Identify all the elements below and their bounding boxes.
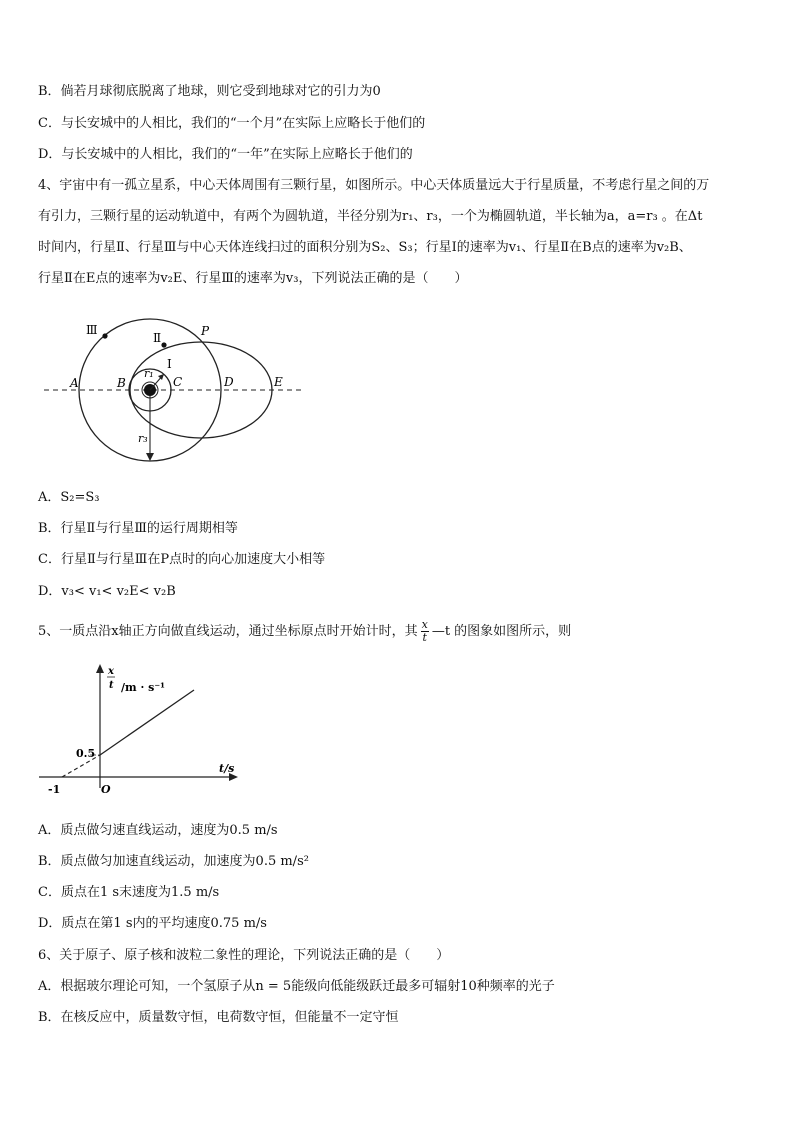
- q5-xt-t-graph: [36, 660, 246, 800]
- q5-fraction: [421, 619, 429, 644]
- label-p: P: [201, 324, 210, 338]
- label-iii: Ⅲ: [86, 323, 98, 337]
- origin-label: O: [101, 783, 111, 796]
- x-intercept-label: -1: [48, 783, 61, 796]
- q4-orbit-figure: [40, 312, 310, 472]
- q6-option-a: A．根据玻尔理论可知，一个氢原子从n = 5能级向低能级跃迁最多可辐射10种频率的光子: [38, 979, 555, 994]
- label-r3: r₃: [138, 432, 148, 445]
- q6-stem: 6、关于原子、原子核和波粒二象性的理论，下列说法正确的是（ ）: [38, 948, 450, 963]
- x-axis-label: t/s: [219, 762, 235, 775]
- q5-stem-post: —t 的图象如图所示，则: [431, 624, 572, 639]
- label-a: A: [70, 376, 79, 390]
- q4-option-a: A．S₂=S₃: [38, 490, 100, 505]
- q3-option-c: C．与长安城中的人相比，我们的“一个月”在实际上应略长于他们的: [38, 116, 426, 131]
- y-intercept-label: 0.5: [76, 747, 96, 760]
- q4-option-d: D．v₃< v₁< v₂E< v₂B: [38, 584, 176, 599]
- y-unit-label: /m · s⁻¹: [121, 681, 165, 694]
- q4-stem-line-4: 行星Ⅱ在E点的速率为v₂E、行星Ⅲ的速率为v₃，下列说法正确的是（ ）: [38, 271, 468, 286]
- q4-stem-line-1: 4、宇宙中有一孤立星系，中心天体周围有三颗行星，如图所示。中心天体质量远大于行星质量，不考虑行星之间的万: [38, 178, 710, 193]
- q4-option-b: B．行星Ⅱ与行星Ⅲ的运行周期相等: [38, 521, 238, 536]
- label-b: B: [117, 376, 126, 390]
- label-d: D: [224, 375, 234, 389]
- q3-option-d: D．与长安城中的人相比，我们的“一年”在实际上应略长于他们的: [38, 147, 413, 162]
- q5-fraction-num: x: [421, 618, 428, 631]
- q5-option-c: C．质点在1 s末速度为1.5 m/s: [38, 885, 220, 900]
- label-r1: r₁: [144, 367, 154, 380]
- planet-ii-dot: [161, 342, 166, 347]
- planet-iii-dot: [102, 333, 107, 338]
- label-ii: Ⅱ: [153, 331, 162, 345]
- y-label-den: t: [109, 680, 114, 691]
- y-axis-arrow: [96, 664, 104, 673]
- q4-option-c: C．行星Ⅱ与行星Ⅲ在P点时的向心加速度大小相等: [38, 552, 326, 567]
- xt-line: [100, 690, 194, 755]
- q5-option-d: D．质点在第1 s内的平均速度0.75 m/s: [38, 916, 267, 931]
- q4-stem-line-2: 有引力，三颗行星的运动轨道中，有两个为圆轨道，半径分别为r₁、r₃，一个为椭圆轨道，半长轴为a，a=r₃ 。在Δt: [38, 209, 703, 224]
- label-i: I: [167, 357, 172, 371]
- q5-option-b: B．质点做匀加速直线运动，加速度为0.5 m/s²: [38, 854, 309, 869]
- q3-option-b: B．倘若月球彻底脱离了地球，则它受到地球对它的引力为0: [38, 84, 381, 99]
- y-label-num: x: [108, 666, 114, 677]
- q5-fraction-den: t: [422, 631, 427, 644]
- label-c: C: [173, 375, 183, 389]
- q5-option-a: A．质点做匀速直线运动，速度为0.5 m/s: [38, 823, 278, 838]
- q4-stem-line-3: 时间内，行星Ⅱ、行星Ⅲ与中心天体连线扫过的面积分别为S₂、S₃；行星Ⅰ的速率为v₁、行星Ⅱ在B点的速率为v₂B、: [38, 240, 692, 255]
- q5-stem: [38, 619, 758, 644]
- label-e: E: [274, 375, 283, 389]
- q6-option-b: B．在核反应中，质量数守恒，电荷数守恒，但能量不一定守恒: [38, 1010, 399, 1025]
- q5-stem-pre: 5、一质点沿x轴正方向做直线运动，通过坐标原点时开始计时，其: [38, 624, 418, 639]
